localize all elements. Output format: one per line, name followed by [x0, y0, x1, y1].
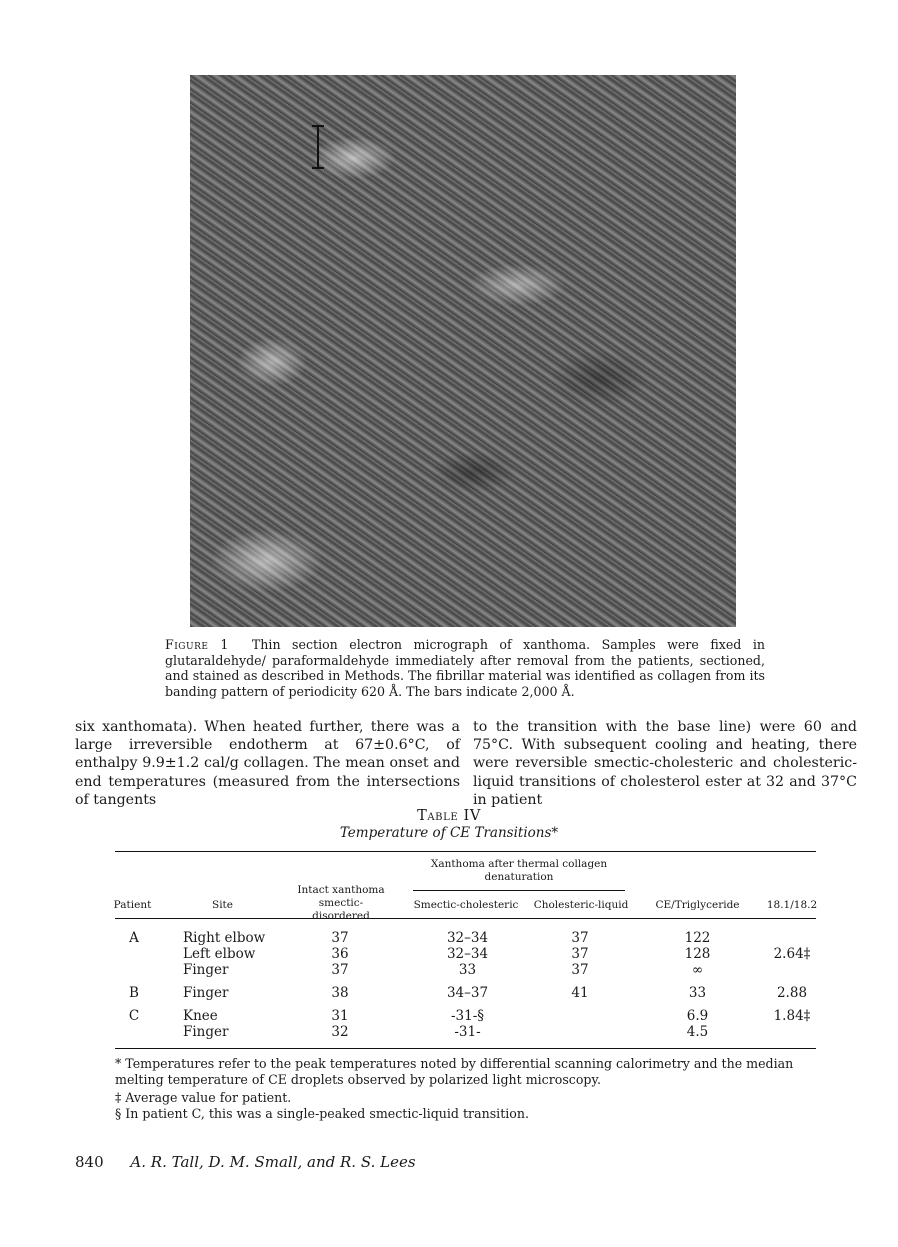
header-ce: CE/Triglyceride [655, 899, 740, 911]
cell-ratio: 2.88 [776, 985, 808, 1001]
cell-intact: 38 [331, 985, 349, 1001]
cell-site: Finger [183, 962, 229, 978]
table-top-rule [115, 851, 816, 852]
cell-cholesteric: 37 [571, 946, 589, 962]
cell-intact: 37 [331, 962, 349, 978]
cell-ce: 4.5 [686, 1024, 709, 1040]
footnote-section: § In patient C, this was a single-peaked smectic-liquid transition. [115, 1106, 529, 1121]
electron-micrograph [190, 75, 736, 627]
cell-site: Finger [183, 1024, 229, 1040]
figure-label: Figure 1 [165, 637, 229, 652]
cell-intact: 36 [331, 946, 349, 962]
cell-smectic: -31- [454, 1024, 481, 1040]
cell-intact: 31 [331, 1008, 349, 1024]
header-site: Site [212, 899, 233, 911]
scale-bar [312, 125, 324, 169]
cell-patient: C [128, 1008, 140, 1024]
cell-intact: 32 [331, 1024, 349, 1040]
body-text-right: to the transition with the base line) were 60 and 75°C. With subsequent cooling and heating, there were reversible smectic-cholesteric and cholesteric-liquid transitions of cholesterol ester at 32 and 37°C in patient [473, 719, 857, 808]
cell-site: Right elbow [183, 930, 266, 946]
cell-smectic: 33 [458, 962, 477, 978]
page-number: 840 [75, 1153, 104, 1171]
cell-ce: 33 [688, 985, 707, 1001]
cell-smectic: 32–34 [446, 946, 489, 962]
page-footer [75, 1153, 416, 1171]
header-patient: Patient [113, 899, 152, 911]
cell-cholesteric: 37 [571, 930, 589, 946]
body-text-left: six xanthomata). When heated further, there was a large irreversible endotherm at 67±0.6°C, of enthalpy 9.9±1.2 cal/g collagen. The mean onset and end temperatures (measured from the intersections of tangents [75, 719, 460, 808]
cell-site: Finger [183, 985, 229, 1001]
header-cholesteric: Cholesteric-liquid [533, 899, 629, 911]
table-header-rule [115, 918, 816, 919]
table-title: Table IV [417, 808, 481, 824]
cell-smectic: -31-§ [450, 1008, 485, 1024]
cell-smectic: 34–37 [446, 985, 489, 1001]
group-header-rule [413, 890, 625, 891]
header-ratio: 18.1/18.2 [766, 899, 818, 911]
cell-patient: B [129, 985, 139, 1001]
cell-ce: 122 [684, 930, 711, 946]
running-authors: A. R. Tall, D. M. Small, and R. S. Lees [130, 1153, 416, 1171]
cell-ce: 128 [684, 946, 711, 962]
cell-cholesteric: 41 [571, 985, 589, 1001]
figure-caption [165, 637, 765, 699]
cell-ce: 6.9 [686, 1008, 709, 1024]
cell-cholesteric: 37 [571, 962, 589, 978]
group-header: Xanthoma after thermal collagen denaturation [430, 858, 608, 883]
cell-ce: ∞ [691, 962, 704, 978]
cell-smectic: 32–34 [446, 930, 489, 946]
figure-caption-text: Thin section electron micrograph of xanthoma. Samples were fixed in glutaraldehyde/ paraformaldehyde immediately after removal from the patients, sectioned, and stained as described in Methods. The fibrillar material was identified as collagen from its banding pattern of periodicity 620 Å. The bars indicate 2,000 Å. [165, 637, 765, 699]
header-intact: Intact xanthoma smectic-disordered [297, 884, 385, 922]
cell-site: Knee [183, 1008, 218, 1024]
table-subtitle: Temperature of CE Transitions* [339, 825, 559, 841]
footnote-asterisk: * Temperatures refer to the peak temperatures noted by differential scanning calorimetry and the median melting temperature of CE droplets observed by polarized light microscopy. [115, 1056, 794, 1087]
header-smectic: Smectic-cholesteric [413, 899, 519, 911]
cell-patient: A [129, 930, 139, 946]
table-bottom-rule [115, 1048, 816, 1049]
cell-ratio: 2.64‡ [773, 946, 811, 962]
cell-site: Left elbow [183, 946, 256, 962]
cell-intact: 37 [331, 930, 349, 946]
cell-ratio: 1.84‡ [773, 1008, 811, 1024]
footnote-double-dagger: ‡ Average value for patient. [115, 1090, 292, 1105]
